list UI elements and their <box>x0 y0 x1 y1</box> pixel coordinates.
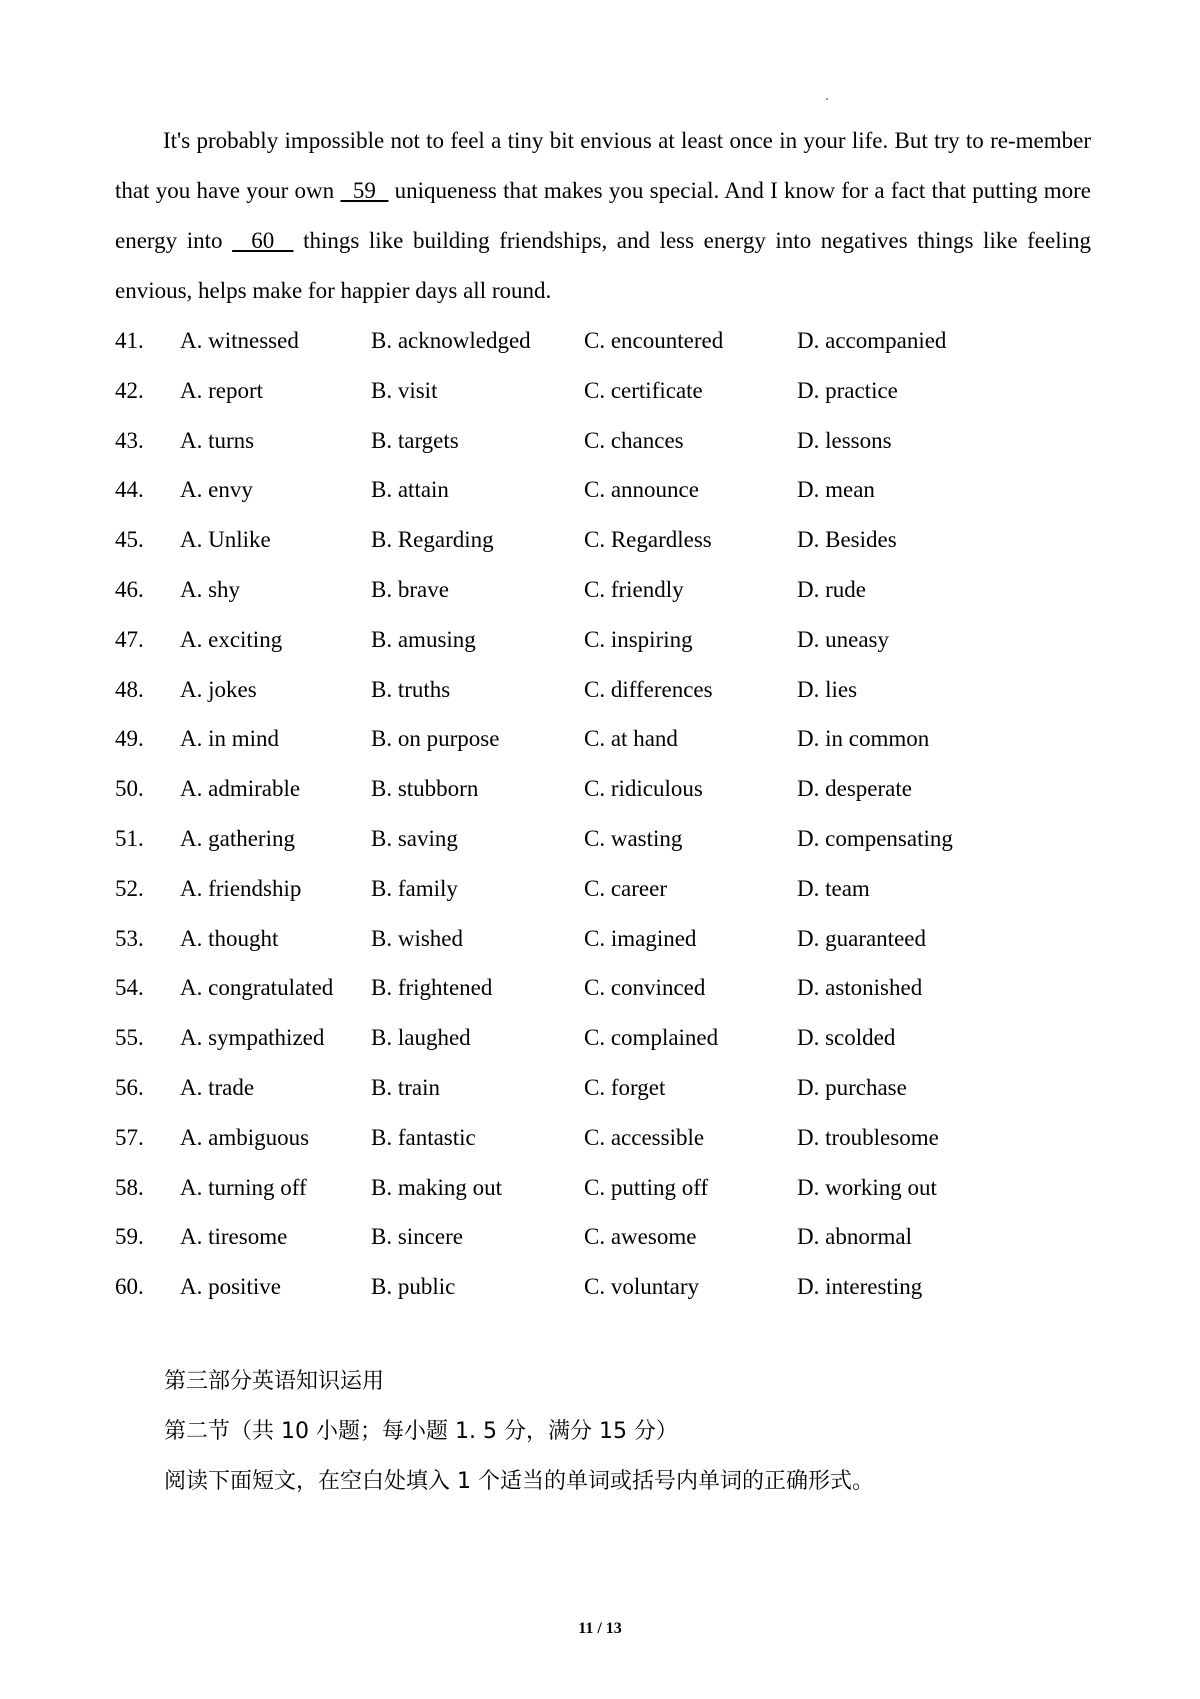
option-b: B. targets <box>371 427 459 453</box>
option-a: A. friendship <box>180 875 302 901</box>
question-row <box>115 366 1015 416</box>
option-b: B. visit <box>371 377 438 403</box>
question-number: 53. <box>115 925 144 951</box>
question-row <box>115 615 1015 665</box>
option-d: D. desperate <box>797 776 912 802</box>
option-d: D. working out <box>797 1174 937 1200</box>
option-d: D. rude <box>797 576 866 602</box>
option-c: C. differences <box>584 676 713 702</box>
question-number: 55. <box>115 1025 144 1051</box>
option-a: A. congratulated <box>180 975 334 1001</box>
question-number: 49. <box>115 726 144 752</box>
section-title: 第三部分英语知识运用 <box>164 1369 385 1394</box>
option-b: B. brave <box>371 576 449 602</box>
option-d: D. compensating <box>797 825 953 851</box>
option-c: C. awesome <box>584 1224 697 1250</box>
question-number: 51. <box>115 825 144 851</box>
option-d: D. guaranteed <box>797 925 926 951</box>
option-a: A. exciting <box>180 626 283 652</box>
option-c: C. forget <box>584 1074 666 1100</box>
option-a: A. trade <box>180 1074 255 1100</box>
page-number: 11 / 13 <box>578 1620 622 1637</box>
option-c: C. putting off <box>584 1174 709 1200</box>
option-a: A. gathering <box>180 825 295 851</box>
option-d: D. Besides <box>797 527 897 553</box>
question-number: 59. <box>115 1224 144 1250</box>
option-a: A. tiresome <box>180 1224 288 1250</box>
option-c: C. accessible <box>584 1124 705 1150</box>
question-row <box>115 1113 1015 1163</box>
question-number: 54. <box>115 975 144 1001</box>
option-a: A. jokes <box>180 676 257 702</box>
option-c: C. friendly <box>584 576 684 602</box>
section-header <box>164 1357 874 1507</box>
option-b: B. stubborn <box>371 776 479 802</box>
option-b: B. acknowledged <box>371 328 531 353</box>
option-b: B. wished <box>371 925 463 951</box>
option-c: C. wasting <box>584 825 683 851</box>
question-row <box>115 1212 1015 1262</box>
options-list <box>115 316 1015 1312</box>
question-row <box>115 416 1015 466</box>
option-b: B. public <box>371 1274 456 1300</box>
option-a: A. positive <box>180 1274 281 1300</box>
option-c: C. imagined <box>584 925 697 951</box>
question-row <box>115 1013 1015 1063</box>
option-c: C. ridiculous <box>584 776 703 802</box>
question-row <box>115 764 1015 814</box>
option-c: C. chances <box>584 427 684 453</box>
question-row <box>115 963 1015 1013</box>
option-b: B. laughed <box>371 1025 471 1051</box>
question-number: 50. <box>115 776 144 802</box>
question-row <box>115 914 1015 964</box>
question-number: 42. <box>115 377 144 403</box>
option-c: C. at hand <box>584 726 678 752</box>
question-number: 56. <box>115 1074 144 1100</box>
passage-text-3: things like building friendships, and less energy into negatives things like feeling envious, helps make for happier days all round. <box>115 228 1091 303</box>
option-a: A. turning off <box>180 1174 307 1200</box>
question-number: 48. <box>115 676 144 702</box>
question-number: 52. <box>115 875 144 901</box>
option-d: D. scolded <box>797 1025 896 1051</box>
question-row <box>115 814 1015 864</box>
passage-text-1: It's probably impossible not to feel a tiny bit envious at least once in your life. But try to re-member that you have your own <box>115 128 1091 203</box>
option-a: A. turns <box>180 427 255 453</box>
question-number: 46. <box>115 576 144 602</box>
option-d: D. team <box>797 875 870 901</box>
option-b: B. saving <box>371 825 458 851</box>
question-row <box>115 1163 1015 1213</box>
question-number: 44. <box>115 477 144 503</box>
option-a: A. Unlike <box>180 527 271 553</box>
option-c: C. complained <box>584 1025 719 1051</box>
option-a: A. admirable <box>180 776 301 802</box>
question-row <box>115 1262 1015 1312</box>
option-c: C. voluntary <box>584 1274 699 1300</box>
question-row <box>115 1063 1015 1113</box>
option-a: A. ambiguous <box>180 1124 310 1150</box>
option-c: C. Regardless <box>584 527 712 553</box>
option-b: B. sincere <box>371 1224 463 1250</box>
option-b: B. fantastic <box>371 1124 476 1150</box>
option-d: D. mean <box>797 477 875 503</box>
option-a: A. in mind <box>180 726 280 752</box>
option-a: A. shy <box>180 576 241 602</box>
option-a: A. thought <box>180 925 279 951</box>
option-c: C. convinced <box>584 975 706 1001</box>
option-d: D. lessons <box>797 427 892 453</box>
option-c: C. announce <box>584 477 699 503</box>
question-number: 58. <box>115 1174 144 1200</box>
question-row <box>115 465 1015 515</box>
option-c: C. encountered <box>584 328 724 353</box>
option-d: D. abnormal <box>797 1224 912 1250</box>
option-d: D. in common <box>797 726 930 752</box>
question-row <box>115 714 1015 764</box>
blank-60: 60 <box>232 228 294 253</box>
passage-text-2: uniqueness that makes you special. And I know for a fact that putting more energy into <box>115 178 1091 253</box>
question-number: 60. <box>115 1274 144 1300</box>
question-row <box>115 665 1015 715</box>
option-b: B. making out <box>371 1174 502 1200</box>
option-a: A. witnessed <box>180 328 299 353</box>
option-c: C. career <box>584 875 667 901</box>
question-row <box>115 565 1015 615</box>
question-row <box>115 515 1015 565</box>
question-number: 45. <box>115 527 144 553</box>
option-b: B. family <box>371 875 458 901</box>
option-b: B. Regarding <box>371 527 494 553</box>
section-instruction: 阅读下面短文，在空白处填入 1 个适当的单词或括号内单词的正确形式。 <box>164 1469 874 1494</box>
option-a: A. sympathized <box>180 1025 325 1051</box>
option-d: D. interesting <box>797 1274 923 1300</box>
option-d: D. astonished <box>797 975 923 1001</box>
question-number: 57. <box>115 1124 144 1150</box>
option-d: D. uneasy <box>797 626 889 652</box>
question-number: 43. <box>115 427 144 453</box>
section-subtitle: 第二节（共 10 小题；每小题 1. 5 分，满分 15 分） <box>164 1419 678 1444</box>
blank-59: 59 <box>340 178 389 203</box>
option-b: B. on purpose <box>371 726 500 752</box>
question-row <box>115 864 1015 914</box>
option-d: D. accompanied <box>797 328 947 353</box>
option-d: D. purchase <box>797 1074 907 1100</box>
option-a: A. envy <box>180 477 253 503</box>
option-c: C. inspiring <box>584 626 693 652</box>
option-b: B. train <box>371 1074 440 1100</box>
stray-mark <box>826 98 828 100</box>
option-d: D. practice <box>797 377 898 403</box>
option-b: B. truths <box>371 676 451 702</box>
option-a: A. report <box>180 377 264 403</box>
question-number: 41. <box>115 328 144 353</box>
question-number: 47. <box>115 626 144 652</box>
option-b: B. attain <box>371 477 449 503</box>
passage-paragraph <box>115 116 1091 316</box>
option-b: B. frightened <box>371 975 493 1001</box>
question-row <box>115 316 1015 366</box>
option-b: B. amusing <box>371 626 476 652</box>
option-d: D. troublesome <box>797 1124 939 1150</box>
option-d: D. lies <box>797 676 858 702</box>
option-c: C. certificate <box>584 377 703 403</box>
